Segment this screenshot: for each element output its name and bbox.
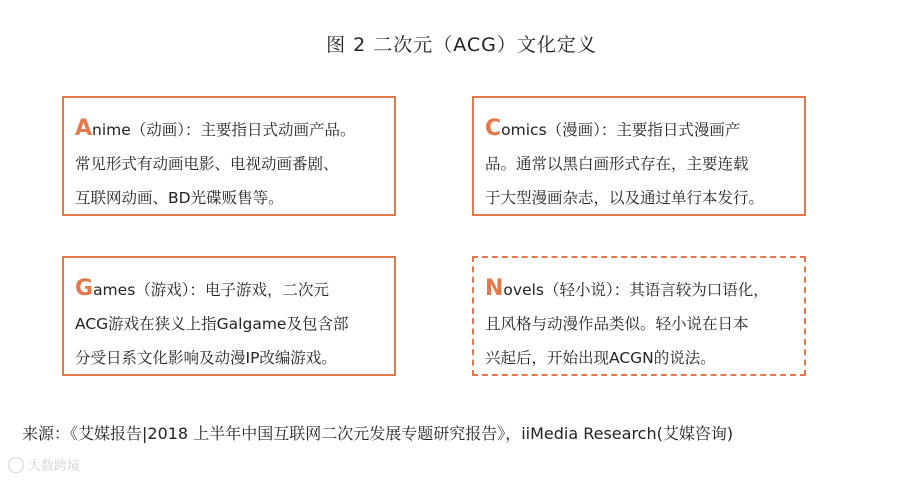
anime-text-3: 互联网动画、BD光碟贩售等。 [75,189,284,207]
comics-term: omics（漫画） [501,121,601,139]
comics-line-1 [485,112,804,147]
comics-text-1: ：主要指日式漫画产 [600,121,741,139]
source-note: 来源：《艾媒报告|2018 上半年中国互联网二次元发展专题研究报告》，iiMedia Research(艾媒咨询) [22,424,734,443]
anime-definition-box [62,96,396,216]
novels-text-3: 兴起后，开始出现ACGN的说法。 [485,349,716,367]
anime-term: nime（动画） [92,121,186,139]
anime-initial: A [75,116,93,141]
comics-initial: C [485,116,502,141]
anime-text-1: ：主要指日式动画产品。 [185,121,356,139]
anime-text-2: 常见形式有动画电影、电视动画番剧、 [75,155,339,173]
novels-initial: N [485,276,504,301]
watermark-logo-icon [8,457,24,473]
games-text-2: ACG游戏在狭义上指Galgame及包含部 [75,315,349,333]
novels-text-2: 且风格与动漫作品类似。轻小说在日本 [485,315,749,333]
games-text-1: ：电子游戏，二次元 [189,281,330,299]
games-line-1 [75,272,394,307]
watermark [8,455,80,474]
games-initial: G [75,276,94,301]
figure-title: 图 2 二次元（ACG）文化定义 [326,34,597,56]
comics-definition-box [472,96,806,216]
novels-definition-box [472,256,806,376]
games-text-3: 分受日系文化影响及动漫IP改编游戏。 [75,349,337,367]
novels-line-1 [485,272,804,307]
novels-text-1: ：其语言较为口语化， [613,281,769,299]
watermark-text: 大数跨境 [28,459,81,474]
games-term: ames（游戏） [93,281,190,299]
games-definition-box [62,256,396,376]
comics-text-2: 品。通常以黑白画形式存在，主要连载 [485,155,749,173]
anime-line-1 [75,112,394,147]
comics-text-3: 于大型漫画杂志，以及通过单行本发行。 [485,189,765,207]
novels-term: ovels（轻小说） [503,281,614,299]
